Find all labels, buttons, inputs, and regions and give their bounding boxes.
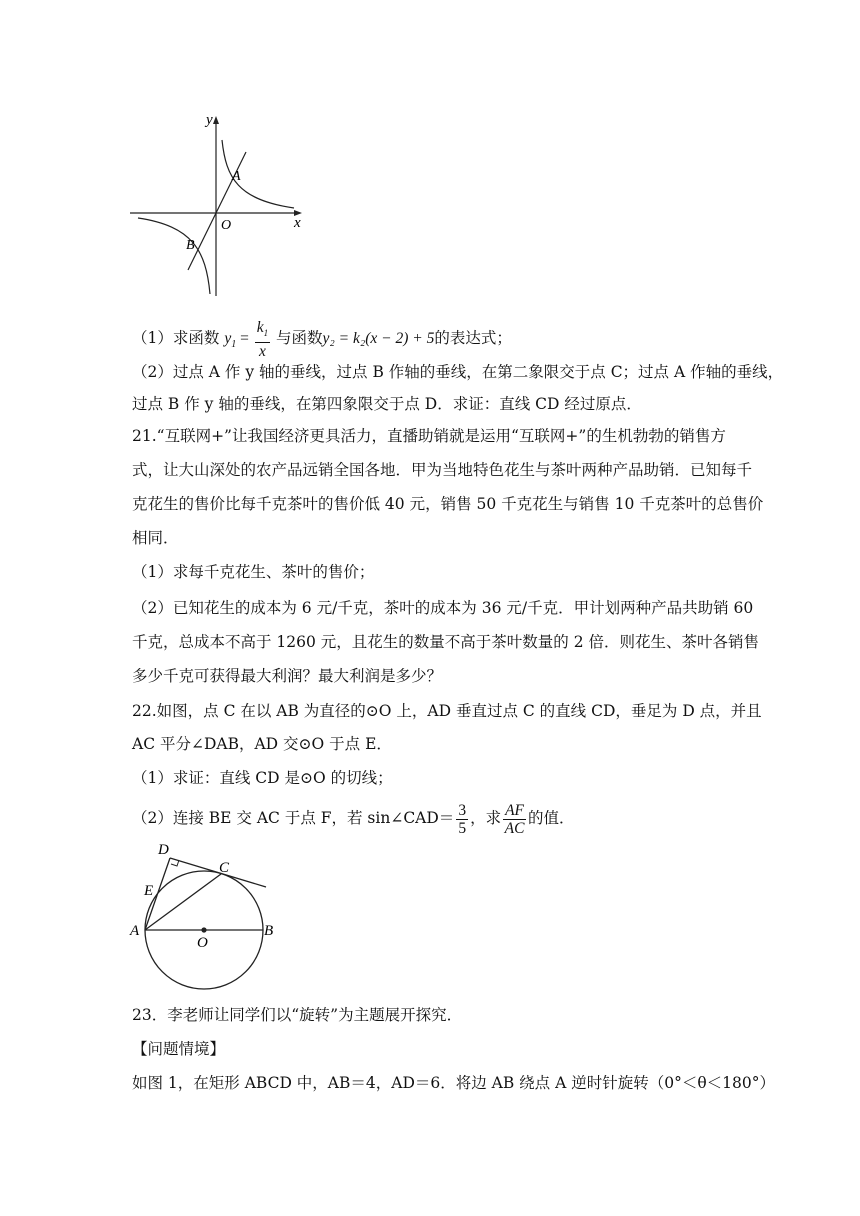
- q21-line1: 21.“互联网+”让我国经济更具活力，直播助销就是运用“互联网+”的生机勃勃的销售方: [132, 427, 726, 445]
- q23-line1: 23．李老师让同学们以“旋转”为主题展开探究．: [132, 1006, 463, 1024]
- graph1-label-x: x: [294, 215, 301, 231]
- q22-part1: （1）求证：直线 CD 是⊙O 的切线；: [132, 769, 393, 787]
- graph2-label-b: B: [264, 923, 274, 939]
- q20-formula1: $y_1$ = $\frac{k_1}{x}$: [224, 318, 269, 360]
- graph2-label-c: C: [219, 860, 230, 876]
- function-graph: [126, 108, 312, 300]
- q21-line3: 克花生的售价比每千克茶叶的售价低 40 元，销售 50 千克花生与销售 10 千克茶叶的总售价: [132, 495, 764, 513]
- q22-line2: AC 平分∠DAB，AD 交⊙O 于点 E．: [132, 735, 392, 753]
- graph2-label-o: O: [197, 935, 208, 951]
- q20-formula2: y₂ = k₂(x − 2) + 5: [322, 330, 435, 347]
- q22-fraction-af-ac: $\frac{AF}{AC}$: [504, 801, 525, 837]
- q20-part2-line2: 过点 B 作 y 轴的垂线，在第四象限交于点 D．求证：直线 CD 经过原点．: [132, 395, 642, 413]
- q21-line2: 式，让大山深处的农产品远销全国各地．甲为当地特色花生与茶叶两种产品助销．已知每千: [132, 461, 753, 479]
- q22-fraction-3-5: $\frac{3}{5}$: [458, 801, 467, 837]
- q23-heading: 【问题情境】: [132, 1040, 226, 1058]
- graph1-label-b: B: [186, 238, 195, 253]
- q23-line2: 如图 1，在矩形 ABCD 中，AB＝4，AD＝6．将边 AB 绕点 A 逆时针旋转（0°＜θ＜180°）: [132, 1074, 775, 1092]
- circle-diagram: [126, 836, 286, 994]
- graph1-label-a: A: [232, 169, 241, 184]
- q21-part1: （1）求每千克花生、茶叶的售价；: [132, 563, 375, 581]
- q21-part2-line2: 千克，总成本不高于 1260 元，且花生的数量不高于茶叶数量的 2 倍．则花生、茶叶各销售: [132, 633, 760, 651]
- graph2-label-d: D: [158, 842, 169, 858]
- q20-part1: （1）求函数 $y_1$ = $\frac{k_1}{x}$ 与函数y₂ = k₂(x − 2) + 5的表达式；: [132, 318, 512, 360]
- q21-part2-line3: 多少千克可获得最大利润？最大利润是多少？: [132, 667, 443, 685]
- q21-line4: 相同．: [132, 529, 179, 547]
- q20-part2-line1: （2）过点 A 作 y 轴的垂线，过点 B 作轴的垂线，在第二象限交于点 C；过点 A 作轴的垂线，: [132, 363, 784, 381]
- q21-part2-line1: （2）已知花生的成本为 6 元/千克，茶叶的成本为 36 元/千克．甲计划两种产品共助销 60: [132, 599, 754, 617]
- graph1-label-o: O: [221, 218, 232, 233]
- q22-line1: 22.如图，点 C 在以 AB 为直径的⊙O 上，AD 垂直过点 C 的直线 CD，垂足为 D 点，并且: [132, 702, 762, 720]
- q22-part2: （2）连接 BE 交 AC 于点 F，若 sin∠CAD＝ $\frac{3}{5}$ ，求 $\frac{AF}{AC}$ 的值．: [132, 801, 575, 837]
- graph1-label-y: y: [206, 112, 213, 128]
- graph2-label-e: E: [144, 883, 154, 899]
- graph2-label-a: A: [130, 923, 140, 939]
